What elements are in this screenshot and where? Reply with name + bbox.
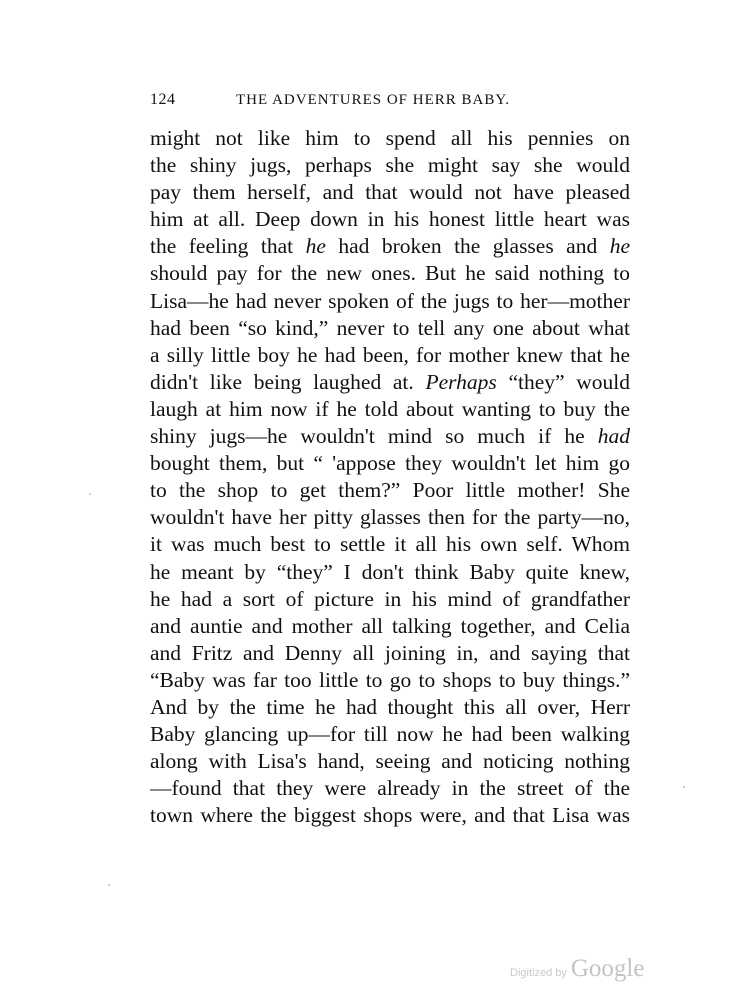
text-line	[150, 613, 630, 640]
text-segment: the shiny jugs, perhaps she might say she would	[150, 153, 630, 178]
text-line	[150, 423, 630, 450]
text-segment: the feeling that	[150, 234, 306, 259]
scan-speck	[108, 884, 110, 886]
text-line	[150, 315, 630, 342]
text-segment: “Baby was far too little to go to shops to buy things.”	[150, 667, 630, 692]
text-segment: Lisa—he had never spoken of the jugs to her—mother	[150, 288, 630, 313]
text-segment: should pay for the new ones. But he said nothing to	[150, 261, 630, 286]
text-line	[150, 233, 630, 260]
text-segment: And by the time he had thought this all over, Herr	[150, 694, 630, 719]
text-line	[150, 179, 630, 206]
text-segment: —found that they were already in the street of the	[150, 776, 630, 801]
text-segment: had been “so kind,” never to tell any one about what	[150, 315, 630, 340]
text-line	[150, 640, 630, 667]
italic-word: Perhaps	[425, 369, 497, 394]
text-line	[150, 450, 630, 477]
text-segment: and Fritz and Denny all joining in, and saying that	[150, 640, 630, 665]
text-line	[150, 694, 630, 721]
text-line	[150, 504, 630, 531]
text-line	[150, 125, 630, 152]
digitized-by-google-watermark	[510, 955, 644, 985]
text-line	[150, 667, 630, 694]
text-segment: it was much best to settle it all his own self. Whom	[150, 532, 630, 557]
running-title: THE ADVENTURES OF HERR BABY.	[236, 92, 510, 108]
page-number: 124	[150, 91, 176, 108]
text-line	[150, 802, 630, 829]
text-segment: him at all. Deep down in his honest little heart was	[150, 207, 630, 232]
text-segment: had broken the glasses and	[325, 234, 610, 259]
text-line	[150, 477, 630, 504]
text-line	[150, 152, 630, 179]
text-segment: to the shop to get them?” Poor little mother! She	[150, 478, 630, 503]
text-line	[150, 342, 630, 369]
text-segment: Baby glancing up—for till now he had been walking	[150, 722, 630, 747]
italic-word: he	[609, 234, 630, 259]
text-line	[150, 396, 630, 423]
text-segment: shiny jugs—he wouldn't mind so much if he	[150, 424, 598, 449]
text-segment: and auntie and mother all talking together, and Celia	[150, 613, 630, 638]
scan-speck	[89, 493, 91, 495]
text-segment: bought them, but “ 'appose they wouldn't let him go	[150, 451, 630, 476]
text-segment: “they” would	[496, 369, 630, 394]
text-line	[150, 531, 630, 558]
text-line	[150, 369, 630, 396]
text-line	[150, 586, 630, 613]
watermark-brand: Google	[570, 955, 645, 982]
text-line	[150, 559, 630, 586]
text-segment: pay them herself, and that would not have pleased	[150, 180, 630, 205]
text-segment: might not like him to spend all his pennies on	[150, 126, 630, 150]
text-segment: he had a sort of picture in his mind of grandfather	[150, 586, 630, 611]
text-line	[150, 721, 630, 748]
text-line	[150, 260, 630, 287]
watermark-prefix: Digitized by	[510, 967, 567, 979]
running-head	[150, 88, 630, 112]
italic-word: he	[305, 234, 326, 259]
text-line	[150, 288, 630, 315]
body-text	[150, 125, 630, 829]
italic-word: had	[597, 424, 630, 449]
text-segment: town where the biggest shops were, and that Lisa was	[150, 803, 630, 828]
text-segment: along with Lisa's hand, seeing and noticing nothing	[150, 749, 630, 774]
text-segment: he meant by “they” I don't think Baby quite knew,	[150, 559, 630, 584]
text-segment: laugh at him now if he told about wanting to buy the	[150, 396, 630, 421]
text-line	[150, 206, 630, 233]
text-segment: a silly little boy he had been, for mother knew that he	[150, 342, 630, 367]
text-segment: wouldn't have her pitty glasses then for the party—no,	[150, 505, 630, 530]
text-line	[150, 748, 630, 775]
scan-speck	[683, 786, 685, 788]
text-segment: didn't like being laughed at.	[150, 369, 426, 394]
text-line	[150, 775, 630, 802]
